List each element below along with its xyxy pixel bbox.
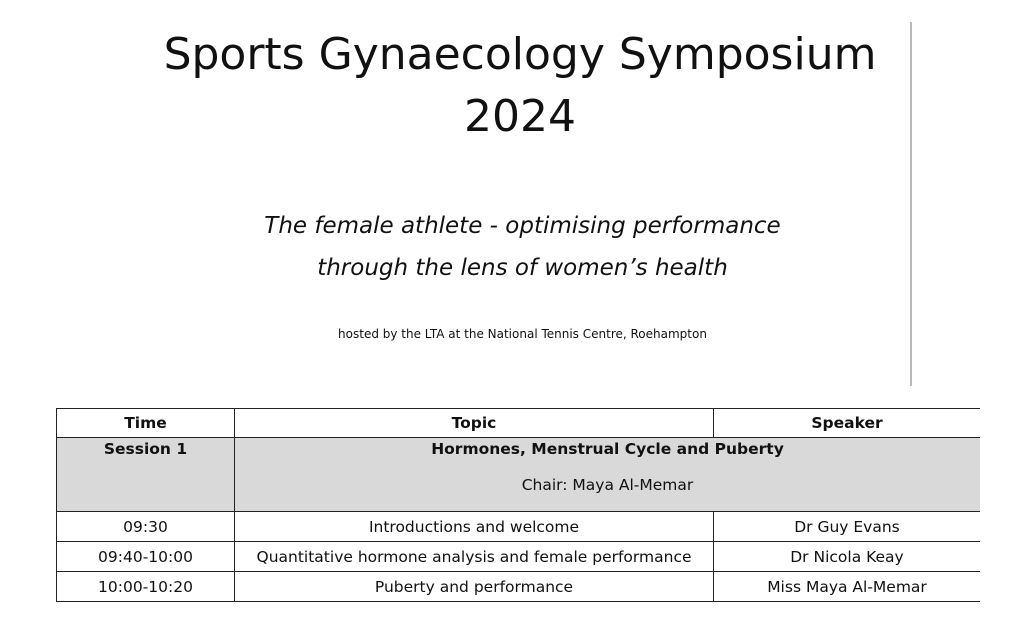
row-topic: Quantitative hormone analysis and female performance xyxy=(235,542,714,572)
session-chair: Chair: Maya Al-Memar xyxy=(521,476,694,494)
session-row xyxy=(57,438,981,512)
row-time xyxy=(57,602,235,603)
title-line-2: 2024 xyxy=(464,91,576,142)
row-speaker: Dr Nicola Keay xyxy=(714,542,981,572)
table-row-cut-off xyxy=(57,602,981,603)
row-topic: Puberty and performance xyxy=(235,572,714,602)
column-header-topic: Topic xyxy=(235,409,714,438)
table-row xyxy=(57,572,981,602)
session-info xyxy=(235,438,981,512)
session-label: Session 1 xyxy=(57,438,235,512)
column-header-time: Time xyxy=(57,409,235,438)
subtitle xyxy=(200,205,845,289)
table-header-row xyxy=(57,409,981,438)
row-speaker: Miss Maya Al-Memar xyxy=(714,572,981,602)
row-speaker: Dr Guy Evans xyxy=(714,512,981,542)
row-speaker xyxy=(714,602,981,603)
table-row xyxy=(57,512,981,542)
row-time: 09:30 xyxy=(57,512,235,542)
vertical-divider xyxy=(910,22,912,386)
page-title xyxy=(120,24,920,148)
table-row xyxy=(57,542,981,572)
column-header-speaker: Speaker xyxy=(714,409,981,438)
row-time: 10:00-10:20 xyxy=(57,572,235,602)
subtitle-line-2: through the lens of women’s health xyxy=(317,255,728,281)
session-title: Hormones, Menstrual Cycle and Puberty xyxy=(431,440,784,458)
row-topic: Introductions and welcome xyxy=(235,512,714,542)
programme-table xyxy=(56,408,980,602)
title-line-1: Sports Gynaecology Symposium xyxy=(163,29,877,80)
row-topic xyxy=(235,602,714,603)
row-time: 09:40-10:00 xyxy=(57,542,235,572)
hosted-by-text: hosted by the LTA at the National Tennis Centre, Roehampton xyxy=(338,327,707,341)
subtitle-line-1: The female athlete - optimising performance xyxy=(264,213,781,239)
programme-table-viewport xyxy=(56,408,980,602)
